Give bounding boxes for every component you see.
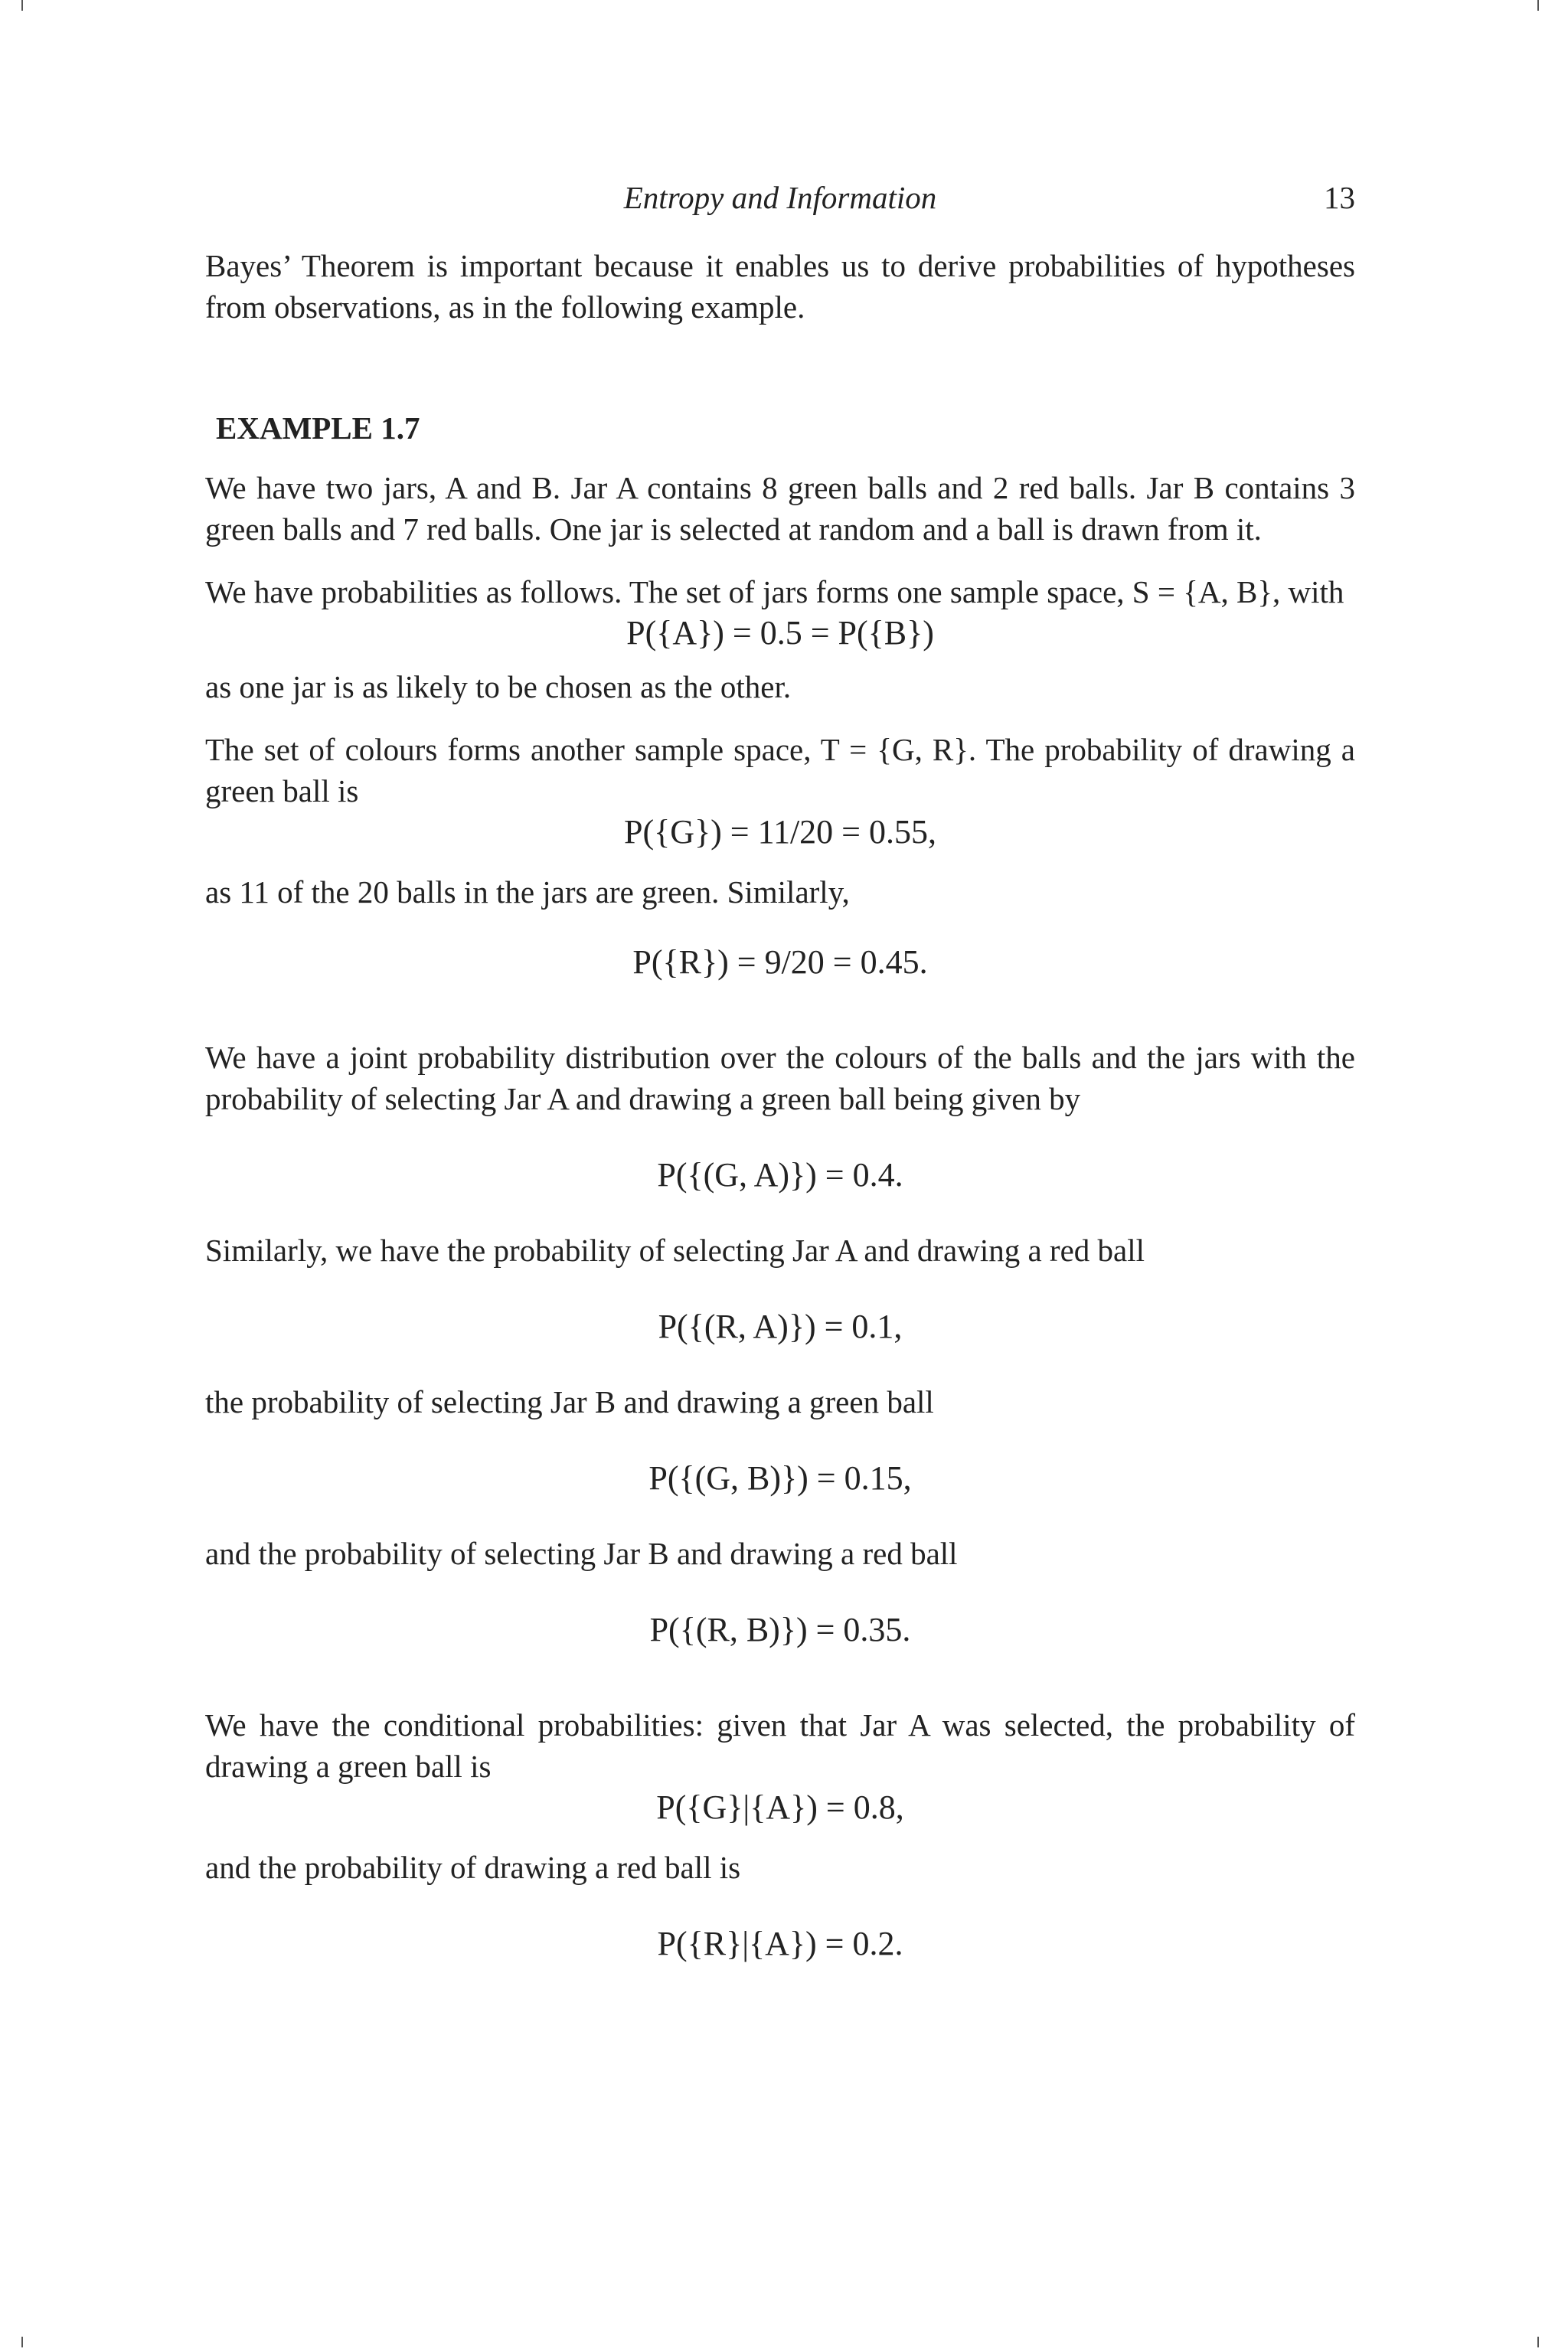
example-paragraph-conditional: We have the conditional probabilities: given that Jar A was selected, the probability of drawing a green ball is: [205, 1707, 1355, 1784]
example-heading: EXAMPLE 1.7: [216, 410, 420, 446]
crop-mark-top-right: [1537, 0, 1539, 11]
example-paragraph-colours: The set of colours forms another sample space, T = {G, R}. The probability of drawing a green ball is: [205, 732, 1355, 808]
equation-conditional-red: P({R}|{A}) = 0.2.: [657, 1925, 903, 1962]
crop-mark-bottom-left: [21, 2337, 23, 2347]
example-paragraph-jars: We have two jars, A and B. Jar A contains 8 green balls and 2 red balls. Jar B contains 3 green balls and 7 red balls. One jar is selected at random and a ball is drawn from it.: [205, 470, 1355, 547]
example-paragraph-sample-space: We have probabilities as follows. The set of jars forms one sample space, S = {A, B}, with: [205, 574, 1344, 609]
equation-red-probability: P({R}) = 9/20 = 0.45.: [632, 943, 928, 981]
example-paragraph-red-a: Similarly, we have the probability of selecting Jar A and drawing a red ball: [205, 1233, 1145, 1268]
equation-jar-probability: P({A}) = 0.5 = P({B}): [626, 614, 934, 652]
example-paragraph-green-b: the probability of selecting Jar B and drawing a green ball: [205, 1384, 934, 1419]
example-paragraph-joint: We have a joint probability distribution over the colours of the balls and the jars with the probability of selecting Jar A and drawing a green ball being given by: [205, 1040, 1355, 1116]
crop-mark-top-left: [21, 0, 23, 11]
equation-joint-green-b: P({(G, B)}) = 0.15,: [648, 1459, 912, 1497]
equation-joint-red-a: P({(R, A)}) = 0.1,: [658, 1308, 903, 1345]
equation-green-probability: P({G}) = 11/20 = 0.55,: [623, 813, 936, 851]
equation-joint-green-a: P({(G, A)}) = 0.4.: [657, 1156, 903, 1194]
example-paragraph-conditional-red: and the probability of drawing a red ball is: [205, 1850, 741, 1885]
running-title: Entropy and Information: [623, 180, 937, 215]
crop-mark-bottom-right: [1537, 2337, 1539, 2347]
equation-joint-red-b: P({(R, B)}) = 0.35.: [649, 1611, 911, 1648]
example-paragraph-equally-likely: as one jar is as likely to be chosen as the other.: [205, 669, 792, 704]
page-number: 13: [1324, 180, 1355, 215]
running-header: [205, 175, 1355, 220]
equation-conditional-green: P({G}|{A}) = 0.8,: [656, 1788, 904, 1826]
book-page: [205, 175, 1355, 1965]
intro-paragraph: Bayes’ Theorem is important because it enables us to derive probabilities of hypotheses from observations, as in the following example.: [205, 248, 1355, 325]
example-paragraph-similarly: as 11 of the 20 balls in the jars are green. Similarly,: [205, 874, 850, 910]
example-paragraph-red-b: and the probability of selecting Jar B and drawing a red ball: [205, 1536, 958, 1571]
